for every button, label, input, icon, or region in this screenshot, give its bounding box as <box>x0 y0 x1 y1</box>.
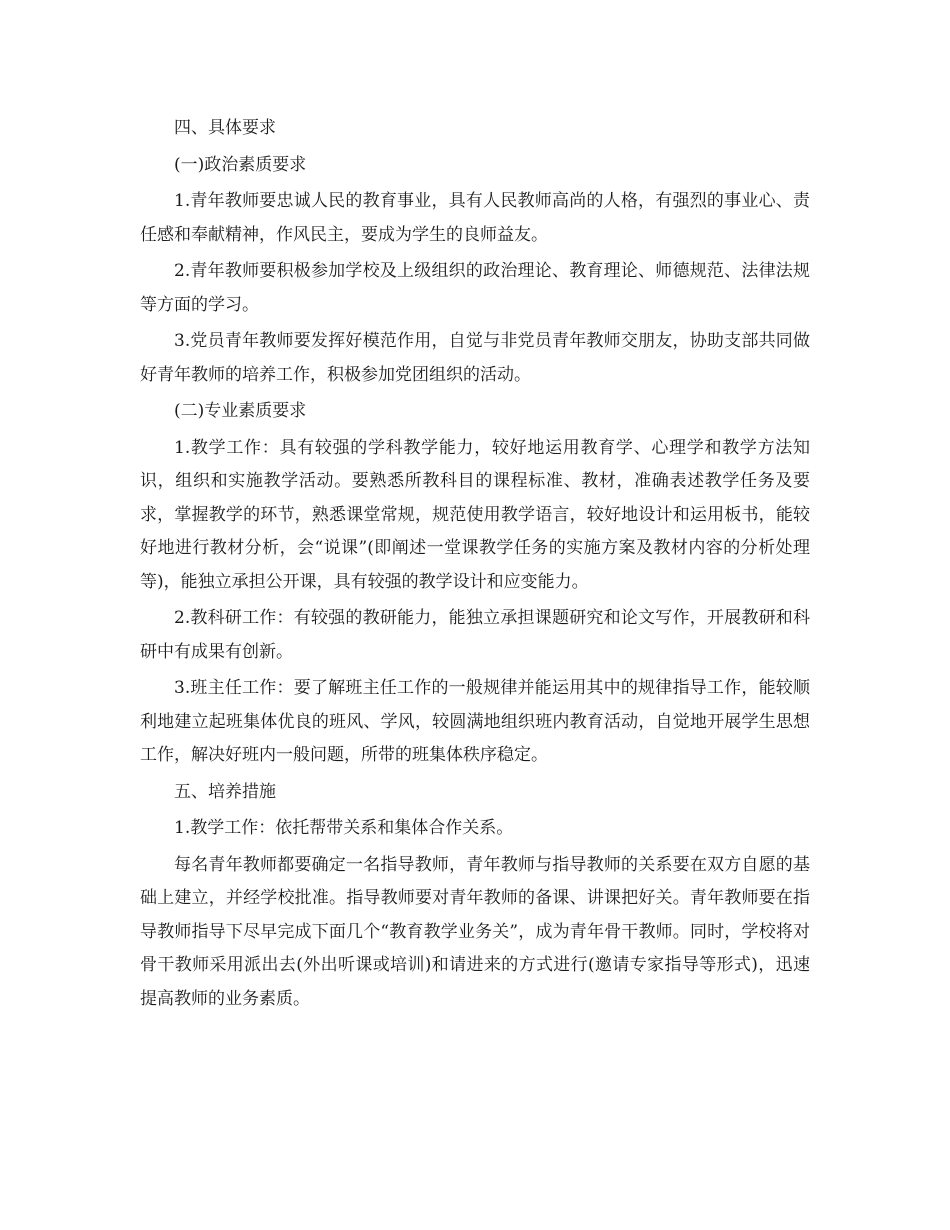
paragraph-political-3: 3.党员青年教师要发挥好模范作用，自觉与非党员青年教师交朋友，协助支部共同做好青年教师的培养工作，积极参加党团组织的活动。 <box>140 331 810 385</box>
paragraph-measures-1: 1.教学工作：依托帮带关系和集体合作关系。 <box>174 818 514 838</box>
section-heading-requirements: 四、具体要求 <box>174 118 276 138</box>
paragraph-political-1: 1.青年教师要忠诚人民的教育事业，具有人民教师高尚的人格，有强烈的事业心、责任感和奉献精神，作风民主，要成为学生的良师益友。 <box>140 191 810 245</box>
subsection-heading-political: (一)政治素质要求 <box>174 154 307 175</box>
paragraph-measures-2: 每名青年教师都要确定一名指导教师，青年教师与指导教师的关系要在双方自愿的基础上建立，并经学校批准。指导教师要对青年教师的备课、讲课把好关。青年教师要在指导教师指导下尽早完成下面几个“教育教学业务关”，成为青年骨干教师。同时，学校将对骨干教师采用派出去(外出听课或培训)和请进来的方式进行(邀请专家指导等形式)，迅速提高教师的业务素质。 <box>140 854 810 1009</box>
paragraph-professional-3: 3.班主任工作：要了解班主任工作的一般规律并能运用其中的规律指导工作，能较顺利地建立起班集体优良的班风、学风，较圆满地组织班内教育活动，自觉地开展学生思想工作，解决好班内一般问题，所带的班集体秩序稳定。 <box>140 678 810 765</box>
subsection-heading-professional: (二)专业素质要求 <box>174 401 307 421</box>
document-body <box>140 112 810 1019</box>
section-heading-measures: 五、培养措施 <box>174 781 276 802</box>
paragraph-political-2: 2.青年教师要积极参加学校及上级组织的政治理论、教育理论、师德规范、法律法规等方面的学习。 <box>140 261 810 315</box>
paragraph-professional-2: 2.教科研工作：有较强的教研能力，能独立承担课题研究和论文写作，开展教研和科研中有成果有创新。 <box>140 608 810 662</box>
paragraph-professional-1: 1.教学工作：具有较强的学科教学能力，较好地运用教育学、心理学和教学方法知识，组织和实施教学活动。要熟悉所教科目的课程标准、教材，准确表述教学任务及要求，掌握教学的环节，熟悉课堂常规，规范使用教学语言，较好地设计和运用板书，能较好地进行教材分析，会“说课”(即阐述一堂课教学任务的实施方案及教材内容的分析处理等)，能独立承担公开课，具有较强的教学设计和应变能力。 <box>140 437 810 592</box>
